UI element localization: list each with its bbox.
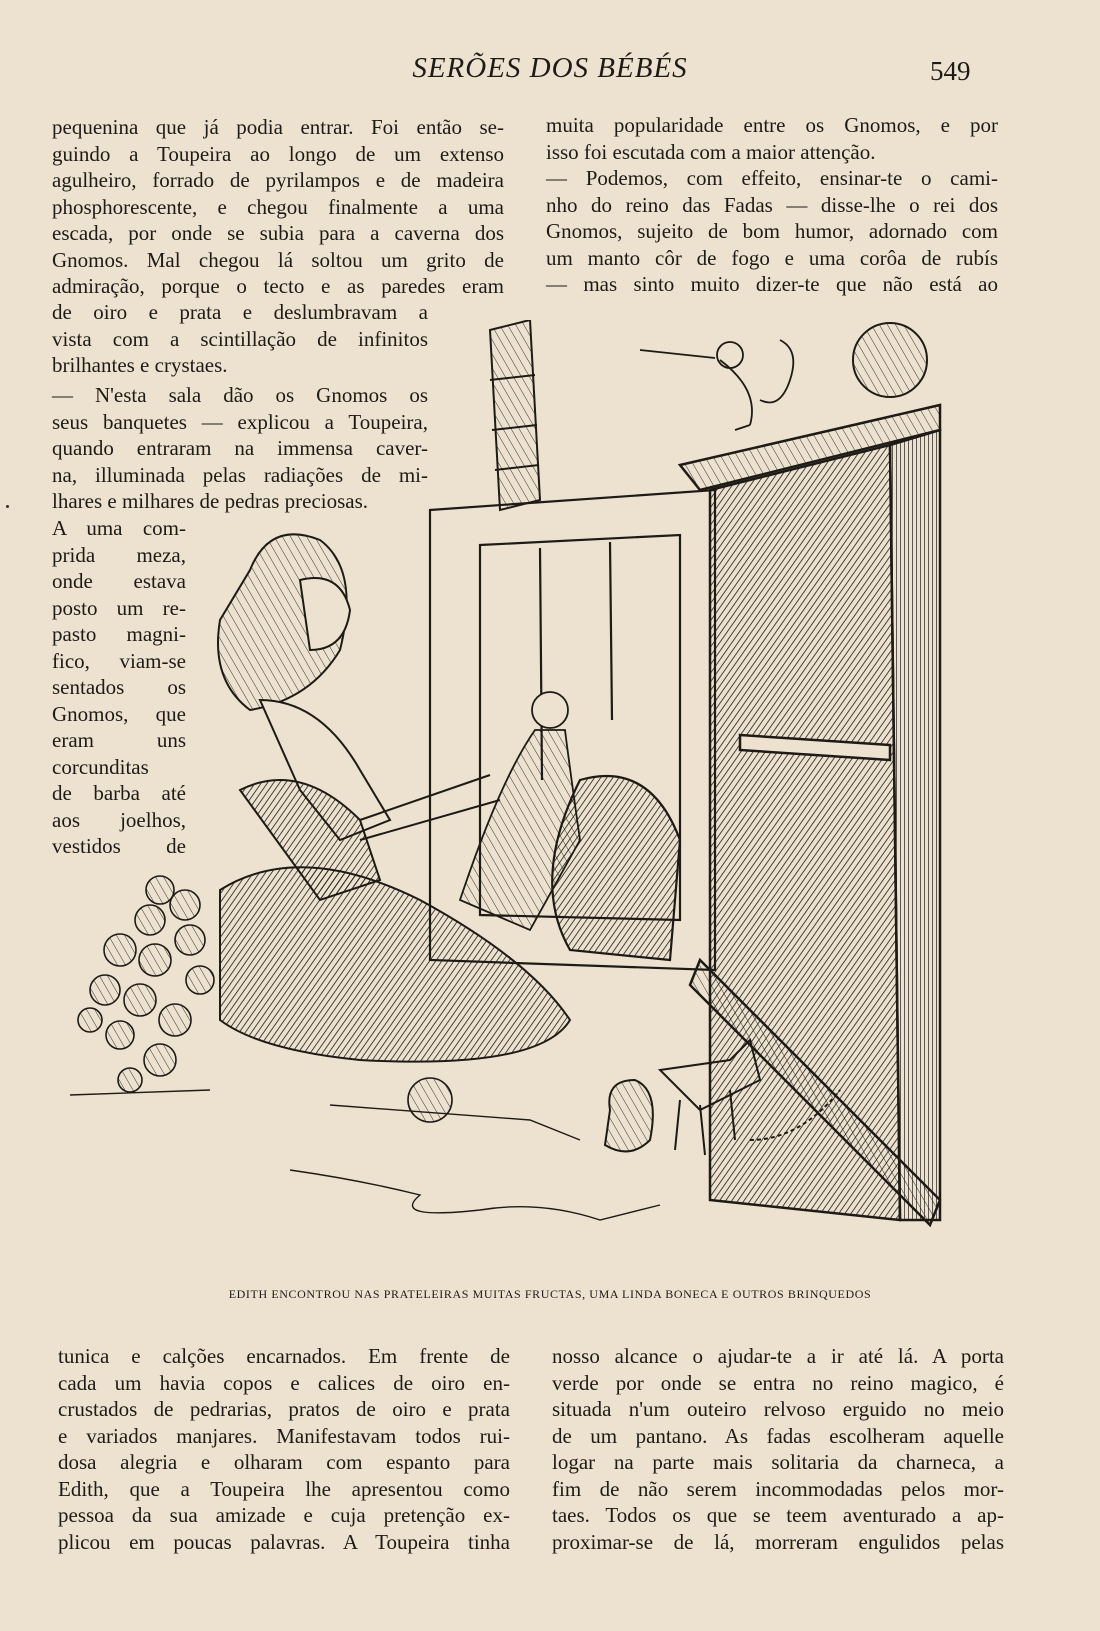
text-line: sentados os — [52, 675, 186, 699]
text-line: cada um havia copos e calices de oiro en- — [58, 1370, 510, 1395]
gnome-figure — [640, 340, 793, 430]
text-line: vista com a scintillação de infinitos — [52, 326, 428, 351]
text-line: fico, viam-se — [52, 648, 186, 673]
text-line: pequenina que já podia entrar. Foi então se- — [52, 115, 504, 139]
floor-lines — [70, 1090, 660, 1220]
text-line: admiração, porque o tecto e as paredes eram — [52, 274, 504, 298]
text-line: Edith, que a Toupeira lhe apresentou como — [58, 1476, 510, 1501]
text-line: phosphorescente, e chegou finalmente a uma — [52, 194, 504, 219]
text-line: um manto côr de fogo e uma corôa de rubís — [546, 245, 998, 270]
left-column-top — [52, 114, 504, 300]
text-line: taes. Todos os que se teem aventurado a ap- — [552, 1503, 1004, 1527]
text-line: agulheiro, forrado de pyrilampos e de madeira — [52, 168, 504, 192]
paper-speck — [6, 505, 9, 508]
text-line: corcunditas — [52, 754, 149, 779]
text-line: — mas sinto muito dizer-te que não está ao — [546, 272, 998, 296]
text-line: prida meza, — [52, 542, 186, 567]
text-line: Gnomos, que — [52, 701, 186, 726]
left-column-bottom — [58, 1343, 510, 1555]
text-line: guindo a Toupeira ao longo de um extenso — [52, 141, 504, 166]
cabinet — [680, 405, 940, 1225]
page-number: 549 — [930, 56, 971, 86]
text-line: dosa alegria e olharam com espanto para — [58, 1450, 510, 1474]
text-line: de oiro e prata e deslumbravam a — [52, 300, 428, 324]
text-line: escada, por onde se subia para a caverna dos — [52, 221, 504, 245]
text-line: lhares e milhares de pedras preciosas. — [52, 489, 369, 513]
text-line: eram uns — [52, 728, 186, 752]
text-line: — N'esta sala dão os Gnomos os — [52, 383, 428, 407]
text-line: e variados manjares. Manifestavam todos rui- — [58, 1423, 510, 1448]
running-header: SERÕES DOS BÉBÉS — [412, 52, 688, 84]
text-line: pessoa da sua amizade e cuja pretenção ex- — [58, 1503, 510, 1527]
ball — [853, 323, 927, 397]
illustration-caption: EDITH ENCONTROU NAS PRATELEIRAS MUITAS FRUCTAS, UMA LINDA BONECA E OUTROS BRINQUEDOS — [228, 1287, 872, 1301]
text-line: plicou em poucas palavras. A Toupeira tinha — [58, 1529, 510, 1554]
right-column-bottom — [552, 1343, 1004, 1555]
text-line: nho do reino das Fadas — disse-lhe o rei dos — [546, 192, 998, 217]
text-line: quando entraram na immensa caver- — [52, 436, 428, 460]
text-line: seus banquetes — explicou a Toupeira, — [52, 409, 428, 434]
text-line: brilhantes e crystaes. — [52, 353, 228, 377]
text-line: crustados de pedrarias, pratos de oiro e prata — [58, 1397, 510, 1421]
text-line: nosso alcance o ajudar-te a ir até lá. A porta — [552, 1344, 1004, 1368]
brick-wall — [490, 320, 540, 510]
text-line: — Podemos, com effeito, ensinar-te o cami- — [546, 166, 998, 190]
text-line: logar na parte mais solitaria da charneca, a — [552, 1450, 1004, 1474]
text-line: pasto magni- — [52, 622, 186, 646]
text-line: muita popularidade entre os Gnomos, e por — [546, 113, 998, 137]
text-line: verde por onde se entra no reino magico, é — [552, 1370, 1004, 1395]
text-line: de um pantano. As fadas escolheram aquelle — [552, 1423, 1004, 1448]
text-line: posto um re- — [52, 595, 186, 620]
illustration — [60, 320, 1000, 1275]
text-line: vestidos de — [52, 834, 186, 858]
text-line: proximar-se de lá, morreram engulidos pelas — [552, 1529, 1004, 1554]
text-line: de barba até — [52, 781, 186, 805]
text-line: tunica e calções encarnados. Em frente de — [58, 1344, 510, 1368]
text-line: onde estava — [52, 569, 186, 593]
text-line: A uma com- — [52, 516, 186, 540]
text-line: fim de não serem incommodadas pelos mor- — [552, 1476, 1004, 1501]
text-line: aos joelhos, — [52, 807, 186, 832]
text-line: isso foi escutada com a maior attenção. — [546, 139, 876, 164]
text-line: Gnomos, sujeito de bom humor, adornado com — [546, 219, 998, 243]
right-column-top — [546, 112, 998, 298]
text-line: na, illuminada pelas radiações de mi- — [52, 462, 428, 487]
text-line: Gnomos. Mal chegou lá soltou um grito de — [52, 247, 504, 272]
text-line: situada n'um outeiro relvoso erguido no meio — [552, 1397, 1004, 1421]
